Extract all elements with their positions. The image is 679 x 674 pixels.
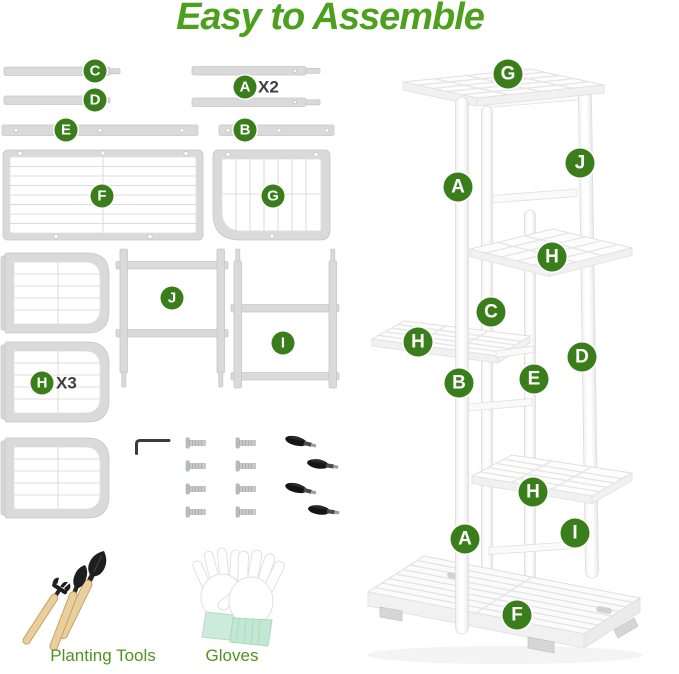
part-label-d: D xyxy=(84,89,107,112)
stand-label-c: C xyxy=(477,298,506,327)
stand-label-h-1: H xyxy=(538,243,567,272)
part-label-j: J xyxy=(161,287,184,310)
part-label-e: E xyxy=(55,119,78,142)
stand-label-d: D xyxy=(568,343,597,372)
part-label-c: C xyxy=(84,60,107,83)
planting-tools-icon xyxy=(16,547,111,652)
suction-feet-icon xyxy=(284,434,340,518)
part-i-frame xyxy=(231,249,339,388)
stand-label-g: G xyxy=(494,60,523,89)
plant-stand-illustration xyxy=(367,69,643,664)
stand-label-j: J xyxy=(566,149,595,178)
hex-key-icon xyxy=(137,441,170,454)
part-label-i: I xyxy=(272,332,295,355)
part-label-g: G xyxy=(262,185,285,208)
stand-label-b: B xyxy=(445,369,474,398)
planting-tools-caption: Planting Tools xyxy=(50,646,156,665)
part-label-h: H xyxy=(31,372,54,395)
part-h-shelves xyxy=(1,253,109,518)
stand-label-e: E xyxy=(520,365,549,394)
stand-label-i: I xyxy=(561,519,590,548)
part-bars-cdaeb xyxy=(2,67,334,136)
stand-label-a-1: A xyxy=(444,173,473,202)
stand-label-a-2: A xyxy=(451,525,480,554)
part-qty-a: X2 xyxy=(258,77,279,97)
part-label-a: A xyxy=(234,76,257,99)
part-label-b: B xyxy=(234,119,257,142)
part-j-frame xyxy=(116,249,228,387)
stand-label-h-2: H xyxy=(404,328,433,357)
part-label-f: F xyxy=(91,185,114,208)
gloves-icon xyxy=(191,548,286,646)
part-qty-h: X3 xyxy=(56,373,77,393)
stand-label-h-3: H xyxy=(519,478,548,507)
gloves-caption: Gloves xyxy=(205,646,259,665)
stand-label-f: F xyxy=(503,601,532,630)
screws-icon xyxy=(186,438,255,517)
page-title: Easy to Assemble xyxy=(176,0,484,38)
